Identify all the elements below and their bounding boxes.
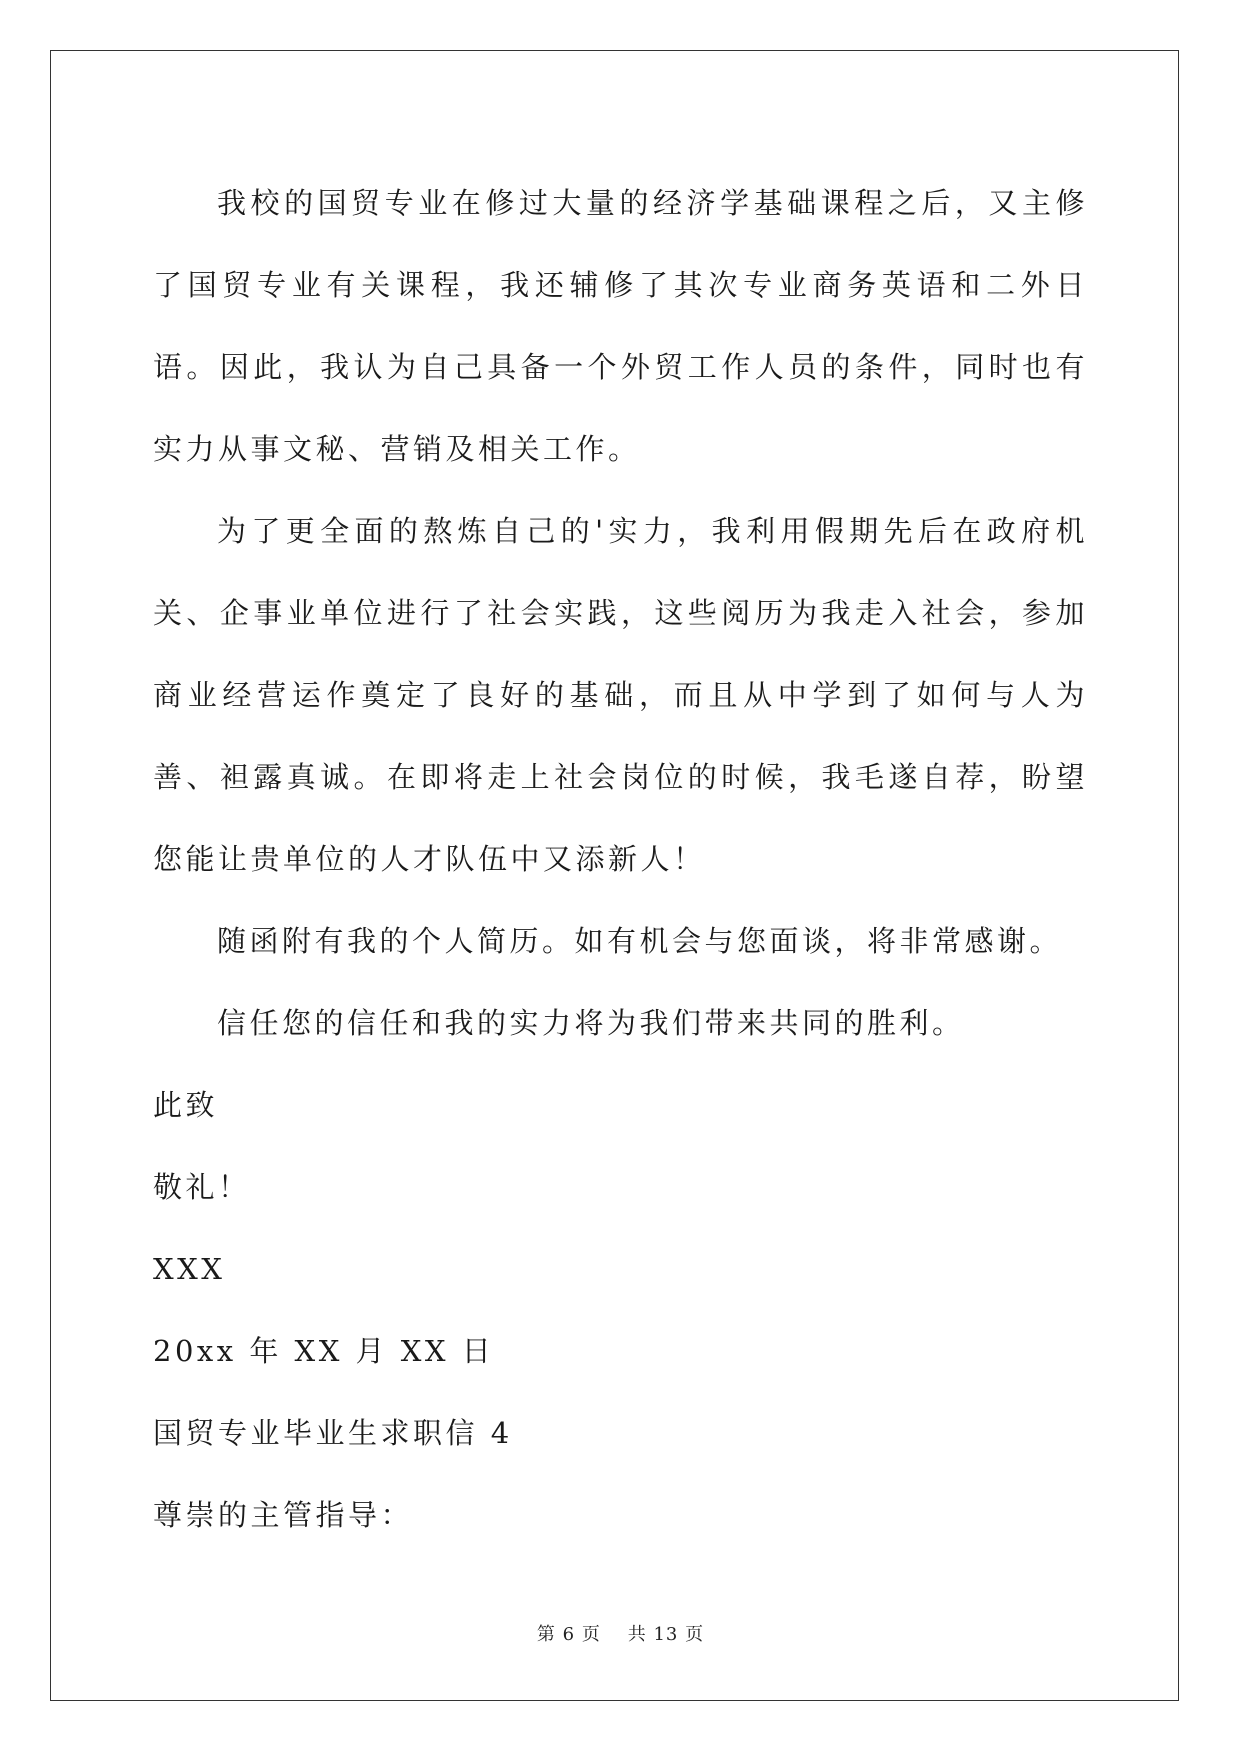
page-footer	[0, 1620, 1241, 1646]
signature: XXX	[153, 1252, 226, 1286]
page-total: 共 13 页	[627, 1624, 705, 1645]
paragraph-4: 信任您的信任和我的实力将为我们带来共同的胜利。	[217, 1006, 965, 1040]
document-body	[153, 162, 1088, 1556]
page-number: 第 6 页	[536, 1624, 601, 1645]
paragraph-3: 随函附有我的个人简历。如有机会与您面谈，将非常感谢。	[217, 924, 1063, 958]
next-letter-title: 国贸专业毕业生求职信 4	[153, 1416, 513, 1450]
closing-line-1: 此致	[153, 1088, 219, 1122]
next-letter-salutation: 尊崇的主管指导：	[153, 1498, 414, 1532]
letter-date: 20xx 年 XX 月 XX 日	[153, 1334, 495, 1368]
paragraph-2: 为了更全面的熬炼自己的'实力，我利用假期先后在政府机关、企事业单位进行了社会实践，这些阅历为我走入社会，参加商业经营运作奠定了良好的基础，而且从中学到了如何与人为善、袒露真诚。在即将走上社会岗位的时候，我毛遂自荐，盼望您能让贵单位的人才队伍中又添新人！	[153, 514, 1088, 876]
paragraph-1: 我校的国贸专业在修过大量的经济学基础课程之后，又主修了国贸专业有关课程，我还辅修了其次专业商务英语和二外日语。因此，我认为自己具备一个外贸工作人员的条件，同时也有实力从事文秘、营销及相关工作。	[153, 186, 1088, 466]
closing-line-2: 敬礼！	[153, 1170, 251, 1204]
